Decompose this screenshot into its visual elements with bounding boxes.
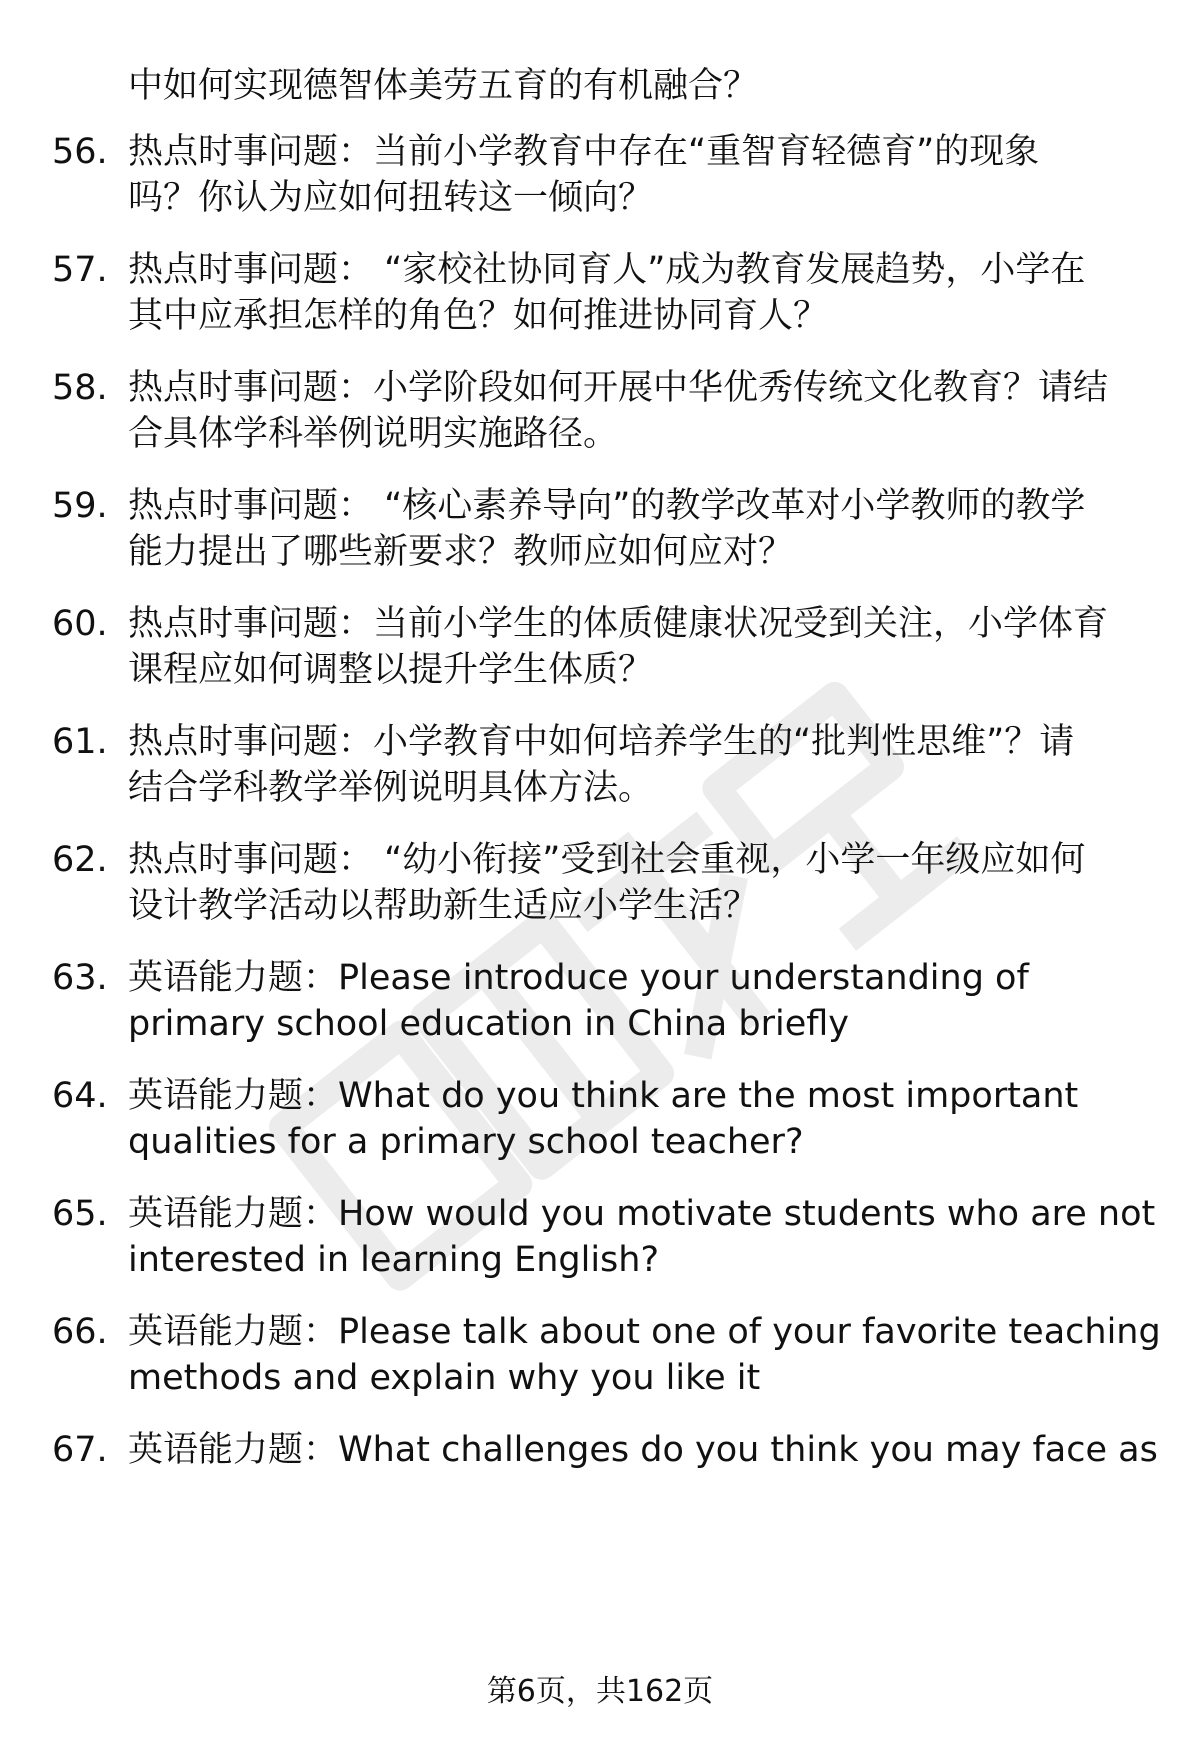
question-text-line2: 其中应承担怎样的角色？如何推进协同育人？ bbox=[128, 296, 829, 336]
question-text-line2: 设计教学活动以帮助新生适应小学生活？ bbox=[128, 886, 759, 926]
question-number: 62. bbox=[52, 840, 108, 880]
question-number: 66. bbox=[52, 1312, 108, 1352]
question-text-line1: 热点时事问题：当前小学教育中存在“重智育轻德育”的现象 bbox=[128, 132, 1040, 172]
intro-continuation-text: 中如何实现德智体美劳五育的有机融合？ bbox=[128, 66, 759, 106]
question-text-line1: 英语能力题：What challenges do you think you may face as bbox=[128, 1430, 1158, 1470]
question-text-line1: 英语能力题：What do you think are the most important bbox=[128, 1076, 1079, 1116]
page-footer: 第6页，共162页 bbox=[486, 1674, 714, 1709]
question-text-line1: 英语能力题：How would you motivate students who are not bbox=[128, 1194, 1156, 1234]
question-text-line1: 热点时事问题：小学教育中如何培养学生的“批判性思维”？请 bbox=[128, 722, 1075, 762]
question-text-line1: 热点时事问题： “幼小衔接”受到社会重视，小学一年级应如何 bbox=[128, 840, 1086, 880]
question-text-line2: 结合学科教学举例说明具体方法。 bbox=[128, 768, 654, 808]
question-number: 58. bbox=[52, 368, 108, 408]
question-text-line2: primary school education in China briefly bbox=[128, 1004, 849, 1044]
question-text-line1: 英语能力题：Please introduce your understanding of bbox=[128, 958, 1029, 998]
question-text-line1: 英语能力题：Please talk about one of your favorite teaching bbox=[128, 1312, 1161, 1352]
question-number: 64. bbox=[52, 1076, 108, 1116]
question-text-line2: methods and explain why you like it bbox=[128, 1358, 761, 1398]
question-text-line1: 热点时事问题： “家校社协同育人”成为教育发展趋势，小学在 bbox=[128, 250, 1086, 290]
question-text-line1: 热点时事问题：小学阶段如何开展中华优秀传统文化教育？请结 bbox=[128, 368, 1109, 408]
question-number: 65. bbox=[52, 1194, 108, 1234]
question-number: 63. bbox=[52, 958, 108, 998]
question-text-line2: qualities for a primary school teacher? bbox=[128, 1122, 804, 1162]
question-text-line2: interested in learning English? bbox=[128, 1240, 660, 1280]
question-text-line1: 热点时事问题：当前小学生的体质健康状况受到关注，小学体育 bbox=[128, 604, 1109, 644]
question-number: 60. bbox=[52, 604, 108, 644]
question-text-line2: 课程应如何调整以提升学生体质？ bbox=[128, 650, 654, 690]
question-number: 56. bbox=[52, 132, 108, 172]
question-number: 57. bbox=[52, 250, 108, 290]
question-number: 67. bbox=[52, 1430, 108, 1470]
question-text-line1: 热点时事问题： “核心素养导向”的教学改革对小学教师的教学 bbox=[128, 486, 1086, 526]
question-text-line2: 能力提出了哪些新要求？教师应如何应对？ bbox=[128, 532, 794, 572]
question-text-line2: 吗？你认为应如何扭转这一倾向？ bbox=[128, 178, 654, 218]
question-number: 59. bbox=[52, 486, 108, 526]
question-number: 61. bbox=[52, 722, 108, 762]
question-text-line2: 合具体学科举例说明实施路径。 bbox=[128, 414, 619, 454]
